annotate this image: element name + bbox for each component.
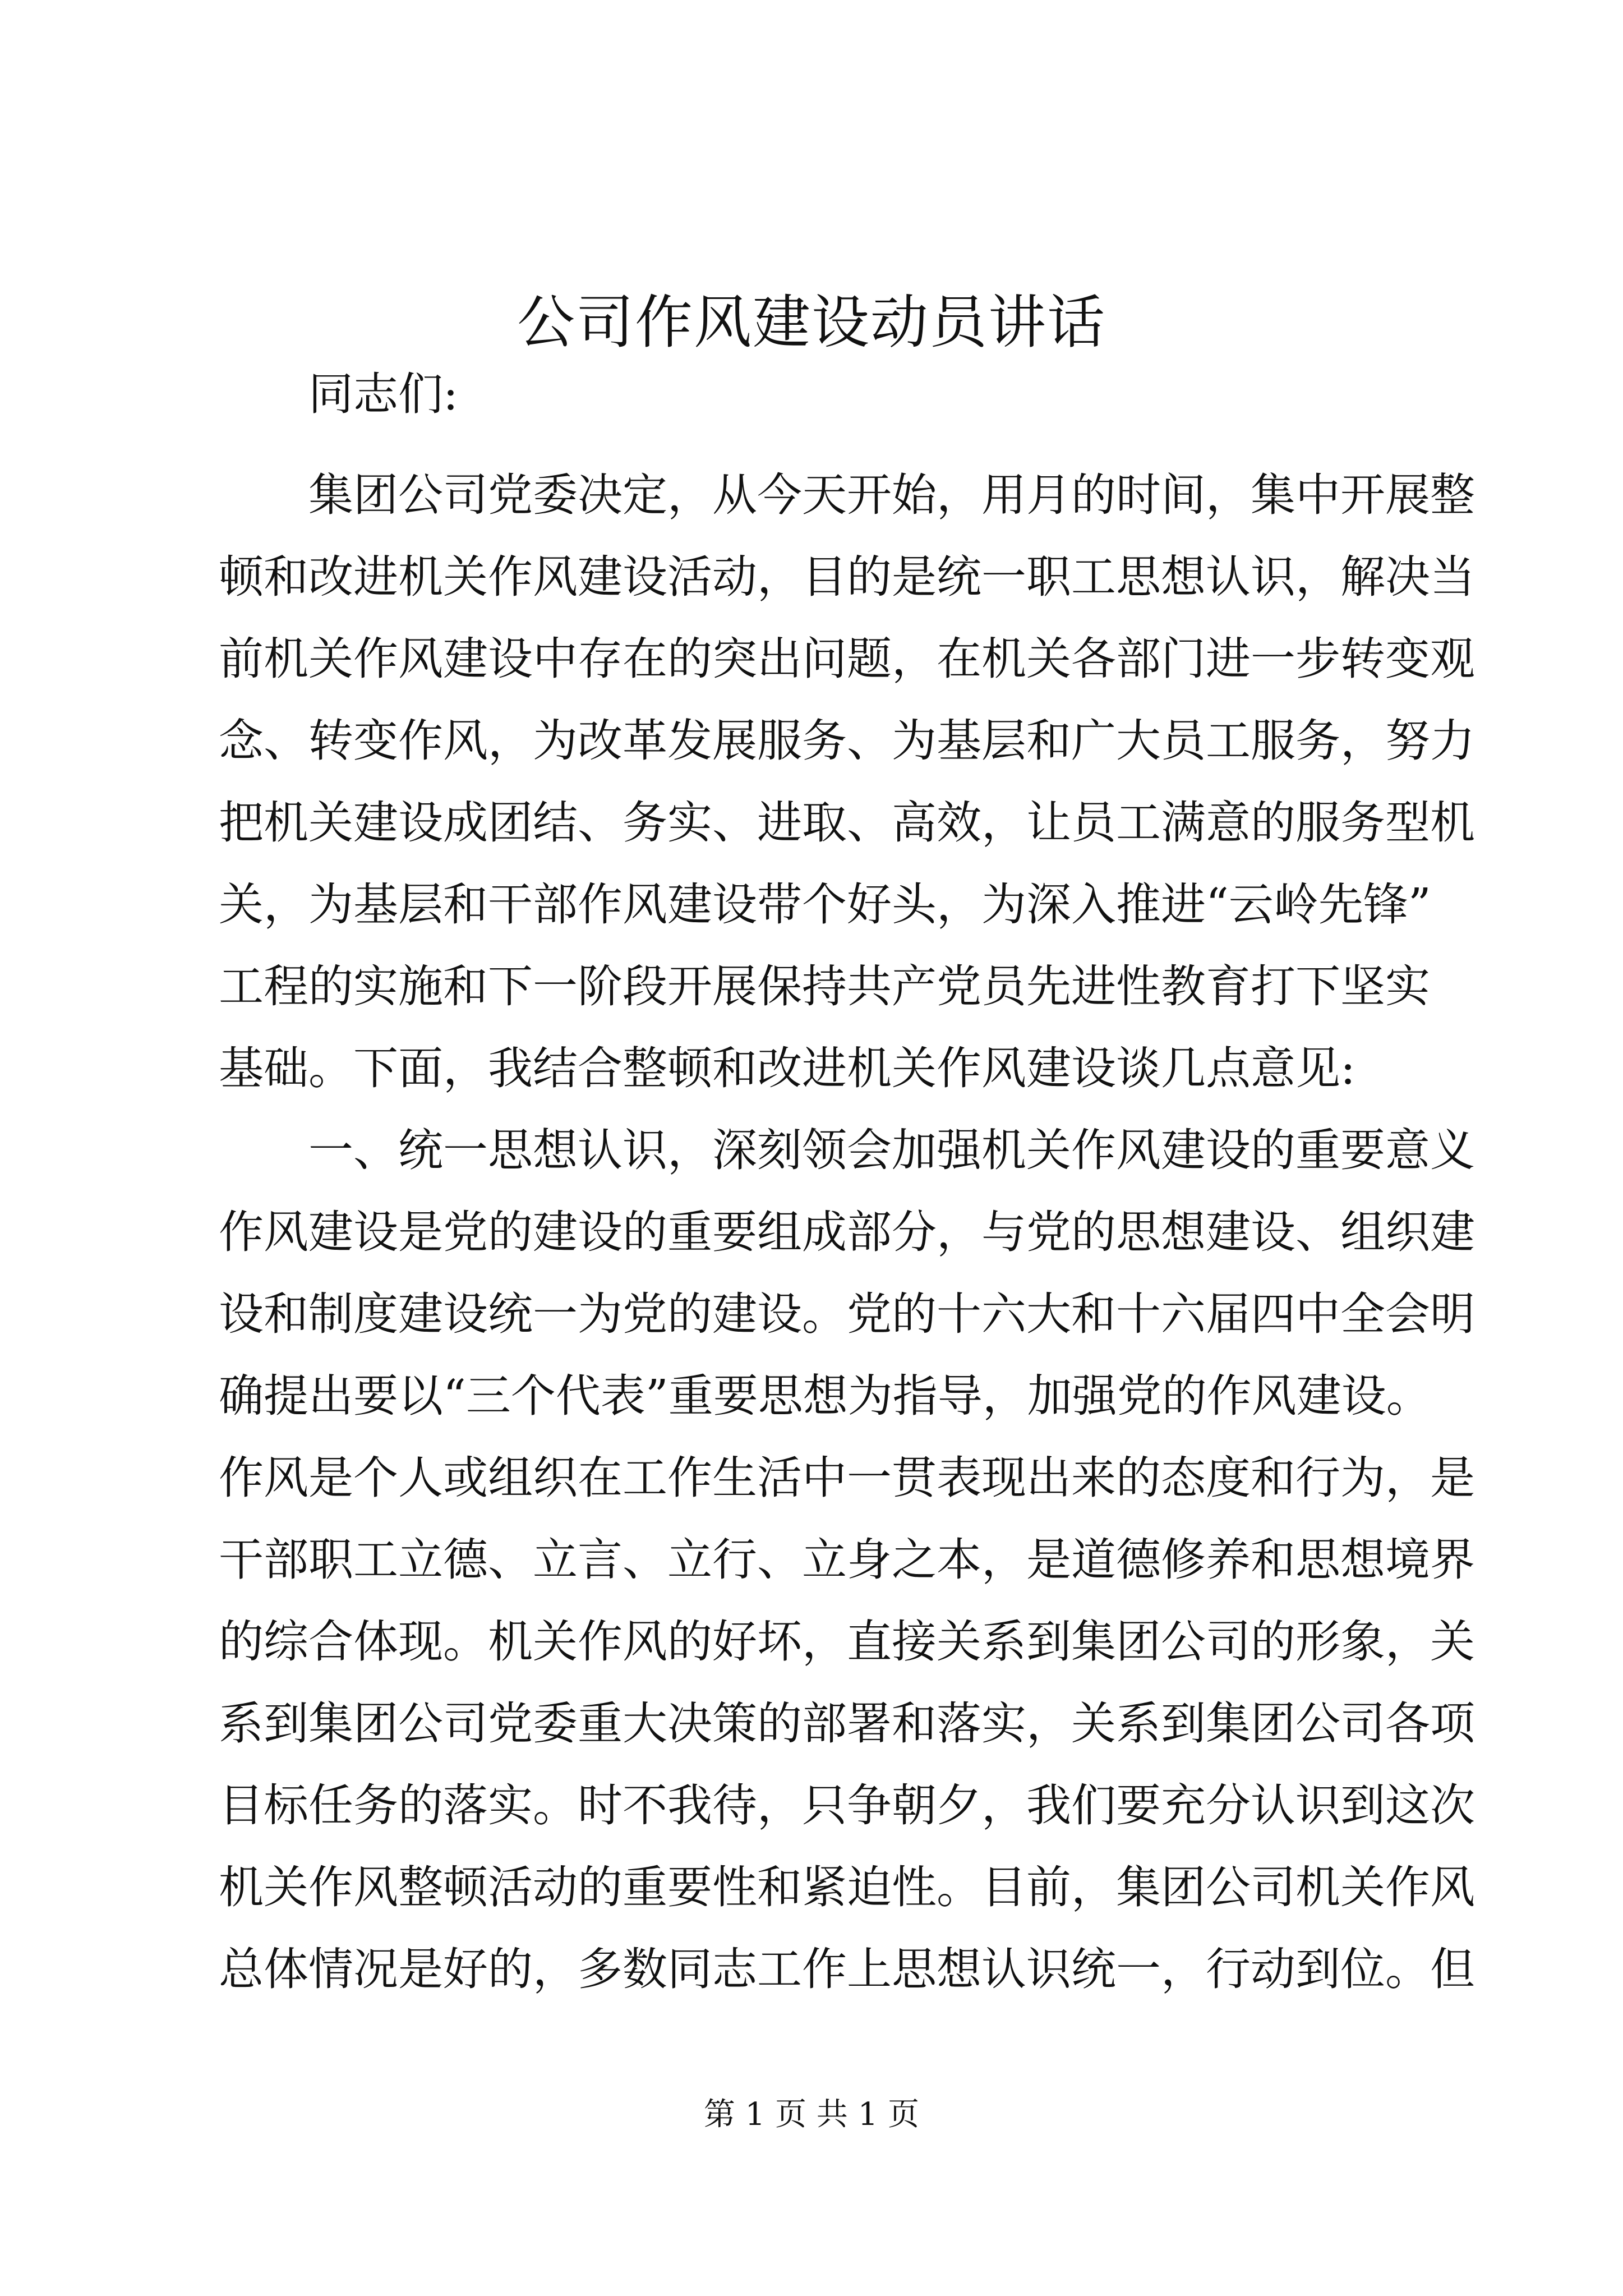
- body-line: 作风建设是党的建设的重要组成部分，与党的思想建设、组织建: [219, 1206, 1475, 1258]
- body-line: 设和制度建设统一为党的建设。党的十六大和十六届四中全会明: [219, 1288, 1475, 1340]
- section-heading: 一、统一思想认识，深刻领会加强机关作风建设的重要意义: [308, 1124, 1475, 1176]
- document-title: 公司作风建设动员讲话: [517, 289, 1106, 356]
- body-line: 前机关作风建设中存在的突出问题，在机关各部门进一步转变观: [219, 633, 1475, 685]
- body-line: 确提出要以“三个代表”重要思想为指导，加强党的作风建设。: [219, 1370, 1431, 1422]
- page-number-footer: 第 1 页 共 1 页: [703, 2096, 920, 2133]
- body-line: 集团公司党委决定，从今天开始，用月的时间，集中开展整: [308, 469, 1475, 521]
- body-line: 系到集团公司党委重大决策的部署和落实，关系到集团公司各项: [219, 1697, 1475, 1750]
- body-line: 干部职工立德、立言、立行、立身之本，是道德修养和思想境界: [219, 1534, 1475, 1586]
- body-line: 的综合体现。机关作风的好坏，直接关系到集团公司的形象，关: [219, 1616, 1475, 1668]
- body-line: 工程的实施和下一阶段开展保持共产党员先进性教育打下坚实: [219, 960, 1430, 1013]
- body-line: 机关作风整顿活动的重要性和紧迫性。目前，集团公司机关作风: [219, 1861, 1475, 1913]
- body-line: 念、转变作风，为改革发展服务、为基层和广大员工服务，努力: [219, 715, 1475, 767]
- body-line: 顿和改进机关作风建设活动，目的是统一职工思想认识，解决当: [219, 551, 1475, 603]
- body-line: 基础。下面，我结合整顿和改进机关作风建设谈几点意见:: [219, 1042, 1355, 1094]
- body-line: 关，为基层和干部作风建设带个好头，为深入推进“云岭先锋”: [219, 878, 1431, 931]
- body-line: 总体情况是好的，多数同志工作上思想认识统一，行动到位。但: [219, 1943, 1475, 1995]
- salutation-line: 同志们:: [308, 368, 458, 420]
- body-line: 目标任务的落实。时不我待，只争朝夕，我们要充分认识到这次: [219, 1779, 1475, 1832]
- body-line: 作风是个人或组织在工作生活中一贯表现出来的态度和行为，是: [219, 1452, 1475, 1504]
- body-line: 把机关建设成团结、务实、进取、高效，让员工满意的服务型机: [219, 797, 1475, 849]
